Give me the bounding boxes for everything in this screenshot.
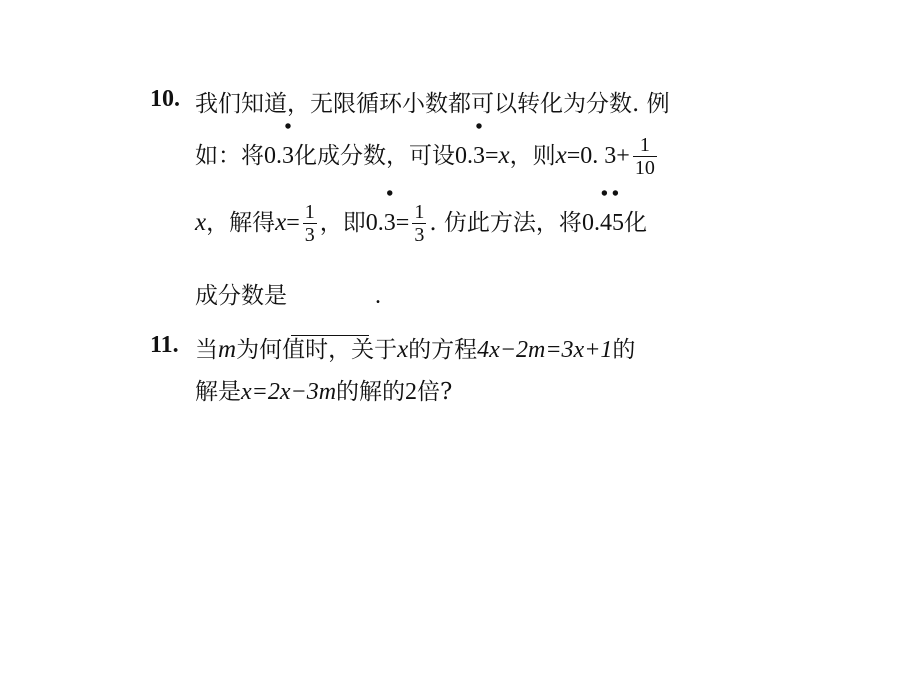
decimal-prefix: 0. — [264, 143, 282, 169]
expression: =0. 3+ — [566, 143, 630, 169]
fraction-numerator: 1 — [414, 200, 425, 223]
repeating-decimal: • 3 — [282, 116, 294, 169]
text: 解是 — [195, 379, 241, 405]
fraction — [303, 201, 317, 246]
variable-m: m — [218, 336, 237, 363]
text: 我们知道，无限循环小数都可以转化为分数. 例 — [195, 91, 670, 117]
problem-11-line-1 — [195, 330, 635, 370]
text: 的 — [612, 337, 636, 363]
repeating-decimal: •• 45 — [599, 183, 624, 236]
text: 如：将 — [195, 143, 264, 169]
decimal-prefix: 0. — [365, 210, 384, 236]
problem-11-line-2 — [195, 372, 452, 412]
text: ，则 — [509, 143, 556, 169]
number: 2 — [405, 379, 418, 405]
fraction-denominator: 3 — [304, 223, 315, 246]
problem-10-line-2 — [195, 116, 660, 179]
variable-x: x — [397, 336, 409, 363]
repeating-decimal: • 3 — [473, 116, 485, 169]
text: 化成分数，可设 — [294, 143, 455, 169]
fraction-denominator: 3 — [414, 223, 425, 246]
text: ，即 — [319, 210, 366, 236]
variable-x: x — [195, 209, 207, 236]
variable-x: x — [275, 209, 287, 236]
equation: x=2x−3m — [241, 379, 337, 405]
text: 化 — [623, 210, 647, 236]
text: . 仿此方法，将 — [429, 210, 582, 236]
repeating-decimal: • 3 — [383, 183, 396, 236]
decimal-prefix: 0. — [455, 143, 473, 169]
text: 为何值时，关于 — [236, 337, 398, 363]
repeat-dots: •• — [600, 183, 623, 205]
text: 成分数是 — [195, 283, 287, 309]
text: ，解得 — [206, 210, 276, 236]
text: 当 — [195, 337, 218, 363]
equals: = — [485, 143, 499, 169]
repeat-dot: • — [284, 116, 292, 138]
text: 倍? — [417, 379, 453, 405]
fraction-numerator: 1 — [639, 133, 650, 156]
problem-number: 10. — [150, 86, 180, 112]
problem-10-line-4 — [195, 276, 381, 316]
text: 的方程 — [408, 337, 478, 363]
decimal-prefix: 0. — [581, 210, 600, 236]
problem-10-line-1 — [195, 84, 670, 124]
period: . — [375, 283, 381, 309]
problem-number: 11. — [150, 332, 179, 358]
problem-10-line-3 — [195, 183, 647, 246]
fraction-denominator: 10 — [634, 156, 655, 179]
fraction-numerator: 1 — [304, 200, 315, 223]
variable-x: x — [555, 142, 567, 169]
equation: 4x−2m=3x+1 — [477, 337, 613, 363]
repeat-dot: • — [386, 183, 394, 205]
equals: = — [286, 210, 300, 236]
equals: = — [395, 210, 410, 236]
variable-x: x — [498, 142, 510, 169]
repeat-dot: • — [475, 116, 483, 138]
text: 的解的 — [336, 379, 406, 405]
fraction — [412, 201, 426, 246]
fraction — [633, 134, 657, 179]
